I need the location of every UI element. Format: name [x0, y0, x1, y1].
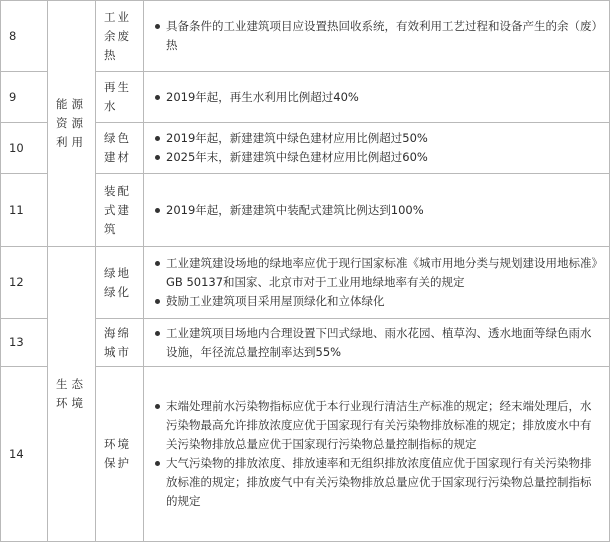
category-cell: 能源资源利用: [48, 1, 96, 247]
requirement-item: 2019年起，新建建筑中装配式建筑比例达到100%: [152, 201, 601, 220]
requirement-item: 2019年起，新建建筑中绿色建材应用比例超过50%: [152, 129, 601, 148]
requirement-item: 2025年末，新建建筑中绿色建材应用比例超过60%: [152, 148, 601, 167]
requirement-item: 末端处理前水污染物指标应优于本行业现行清洁生产标准的规定；经末端处理后，水污染物最高允许排放浓度应优于国家现行有关污染物排放标准的规定；排放废水中有关污染物排放总量应优于国家现行污染物总量控制指标的规定: [152, 397, 601, 454]
item-name: 环境保护: [96, 367, 144, 542]
row-number: 14: [1, 367, 48, 542]
table-row: [1, 1, 610, 72]
requirement-item: 工业建筑建设场地的绿地率应优于现行国家标准《城市用地分类与规划建设用地标准》GB 50137和国家、北京市对于工业用地绿地率有关的规定: [152, 254, 601, 292]
category-cell: 生态环境: [48, 247, 96, 542]
requirement-cell: [144, 72, 610, 123]
requirement-item: 工业建筑项目场地内合理设置下凹式绿地、雨水花园、植草沟、透水地面等绿色雨水设施，年径流总量控制率达到55%: [152, 324, 601, 362]
requirement-list: [152, 201, 601, 220]
requirement-list: [152, 254, 601, 311]
requirement-cell: [144, 1, 610, 72]
requirement-item: 2019年起，再生水利用比例超过40%: [152, 88, 601, 107]
item-name: 再生水: [96, 72, 144, 123]
item-name: 绿地绿化: [96, 247, 144, 319]
row-number: 9: [1, 72, 48, 123]
item-name: 海绵城市: [96, 319, 144, 367]
requirement-list: [152, 129, 601, 167]
requirement-cell: [144, 247, 610, 319]
requirement-list: [152, 88, 601, 107]
item-name: 绿色建材: [96, 123, 144, 174]
requirement-list: [152, 324, 601, 362]
table-row: [1, 247, 610, 319]
item-name: 装配式建筑: [96, 174, 144, 247]
row-number: 8: [1, 1, 48, 72]
row-number: 13: [1, 319, 48, 367]
requirement-cell: [144, 174, 610, 247]
requirement-list: [152, 397, 601, 511]
item-name: 工业余废热: [96, 1, 144, 72]
requirement-cell: [144, 319, 610, 367]
requirement-list: [152, 17, 601, 55]
row-number: 11: [1, 174, 48, 247]
row-number: 10: [1, 123, 48, 174]
requirement-item: 具备条件的工业建筑项目应设置热回收系统，有效利用工艺过程和设备产生的余（废）热: [152, 17, 601, 55]
requirement-cell: [144, 123, 610, 174]
requirement-item: 鼓励工业建筑项目采用屋顶绿化和立体绿化: [152, 292, 601, 311]
requirement-item: 大气污染物的排放浓度、排放速率和无组织排放浓度值应优于国家现行有关污染物排放标准的规定；排放废气中有关污染物排放总量应优于国家现行污染物总量控制指标的规定: [152, 454, 601, 511]
requirement-cell: [144, 367, 610, 542]
row-number: 12: [1, 247, 48, 319]
